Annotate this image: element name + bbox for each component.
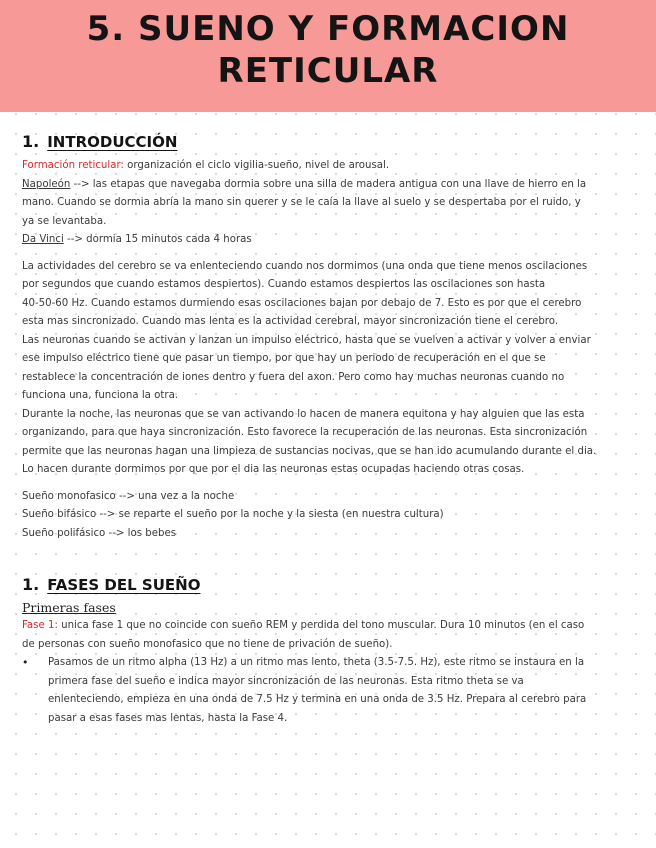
bullet-line: primera fase del sueño e indica mayor sincronización de las neuronas. Esta ritmo theta se va bbox=[48, 675, 524, 687]
page-title bbox=[0, 0, 656, 92]
sleep-type-polifasico: Sueño polifásico --> los bebes bbox=[22, 527, 177, 539]
fase-1-text: unica fase 1 que no coincide con sueño REM y perdida del tono muscular. Dura 10 minutos (en el caso bbox=[57, 620, 585, 631]
formacion-label: Formación reticular: bbox=[22, 160, 124, 171]
section-number: 1. bbox=[22, 132, 40, 151]
para-line: funciona una, funciona la otra. bbox=[22, 390, 179, 401]
section-number: 1. bbox=[22, 575, 40, 594]
formacion-text: organización el ciclo vigilia-sueño, nivel de arousal. bbox=[123, 160, 390, 171]
section-title: INTRODUCCIÓN bbox=[47, 132, 178, 151]
para-line: esta mas sincronizado. Cuando mas lenta es la actividad cerebral, mayor sincronización tiene el cerebro. bbox=[22, 316, 559, 327]
para-line: restablece la concentración de iones dentro y fuera del axon. Pero como hay muchas neuronas cuando no bbox=[22, 371, 565, 383]
para-line: La actividades del cerebro se va enlenteciendo cuando nos dormimos (una onda que tiene menos oscilaciones bbox=[22, 260, 588, 272]
fase-1-line-1 bbox=[22, 617, 626, 636]
bullet-dot-icon: • bbox=[22, 656, 29, 669]
para-line: permite que las neuronas hagan una limpieza de sustancias nocivas, que se han ido acumulando durante el dia. bbox=[22, 445, 597, 457]
bullet-text bbox=[48, 654, 586, 728]
section-title: FASES DEL SUEÑO bbox=[47, 575, 201, 594]
para-line: Las neuronas cuando se activan y lanzan un impulso eléctrico, hasta que se vuelven a activar y volver a enviar bbox=[22, 334, 591, 346]
fase-1-line-2: de personas con sueño monofasico que no tiene de privación de sueño). bbox=[22, 638, 393, 650]
formacion-reticular-line bbox=[22, 157, 626, 176]
title-banner bbox=[0, 0, 656, 112]
bullet-line: enlenteciendo, empieza en una onda de 7.5 Hz y termina en una onda de 3.5 Hz. Prepara al cerebro para bbox=[48, 694, 587, 705]
sleep-type-monofasico: Sueño monofasico --> una vez a la noche bbox=[22, 490, 235, 502]
title-line-1: 5. SUENO Y FORMACION bbox=[86, 9, 570, 49]
document-body bbox=[22, 132, 626, 728]
napoleon-name: Napoleón bbox=[22, 178, 71, 190]
napoleon-line-2: mano. Cuando se dormia abría la mano sin querer y se le caía la llave al suelo y se despertaba por el ruido, y bbox=[22, 197, 581, 208]
subheading-primeras-fases: Primeras fases bbox=[22, 600, 116, 615]
section-heading-introduccion bbox=[22, 132, 626, 151]
napoleon-text-1: --> las etapas que navegaba dormia sobre una silla de madera antigua con una llave de hierro en la bbox=[70, 178, 587, 190]
bullet-line: Pasamos de un ritmo alpha (13 Hz) a un ritmo mas lento, theta (3.5-7.5. Hz), este ritmo se instaura en la bbox=[48, 657, 585, 668]
para-line: organizando, para que haya sincronización. Esto favorece la recuperación de las neuronas. Esta sincronización bbox=[22, 427, 588, 438]
para-line: ese impulso eléctrico tiene que pasar un tiempo, por que hay un periodo de recuperación en el que se bbox=[22, 353, 546, 364]
fase-1-label: Fase 1: bbox=[22, 620, 58, 631]
section-heading-fases bbox=[22, 575, 626, 594]
para-line: Lo hacen durante dormimos por que por el dia las neuronas estas ocupadas haciendo otras cosas. bbox=[22, 464, 525, 475]
para-line: 40-50-60 Hz. Cuando estamos durmiendo esas oscilaciones bajan por debajo de 7. Esto es por que el cerebro bbox=[22, 297, 582, 309]
davinci-text: --> dormia 15 minutos cada 4 horas bbox=[63, 234, 252, 245]
davinci-name: Da Vinci bbox=[22, 234, 64, 245]
sleep-type-bifasico: Sueño bifásico --> se reparte el sueño por la noche y la siesta (en nuestra cultura) bbox=[22, 509, 444, 520]
napoleon-line-3: ya se levantaba. bbox=[22, 215, 107, 227]
napoleon-line-1 bbox=[22, 176, 626, 195]
para-line: Durante la noche, las neuronas que se van activando lo hacen de manera equitona y hay alguien que las esta bbox=[22, 408, 585, 420]
bullet-item bbox=[22, 654, 626, 728]
para-line: por segundos que cuando estamos despiertos). Cuando estamos despiertos las oscilaciones son hasta bbox=[22, 279, 546, 290]
davinci-line bbox=[22, 231, 626, 250]
bullet-line: pasar a esas fases mas lentas, hasta la Fase 4. bbox=[48, 712, 288, 724]
title-line-2: RETICULAR bbox=[217, 51, 439, 91]
